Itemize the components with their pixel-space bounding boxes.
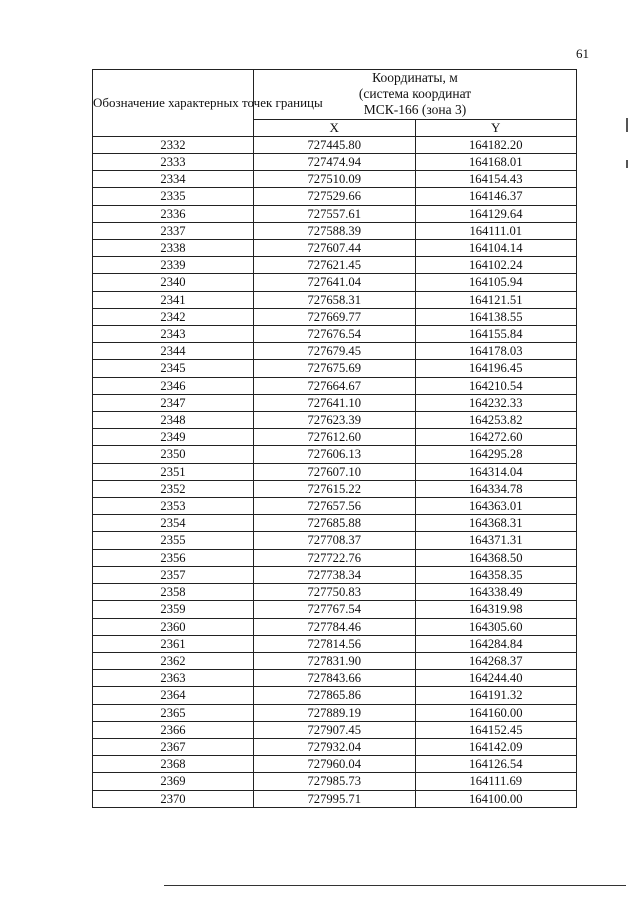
table-row (93, 429, 577, 446)
table-row (93, 240, 577, 257)
point-id-cell: 2341 (93, 291, 254, 308)
x-coordinate-cell: 727960.04 (254, 756, 416, 773)
table-row (93, 222, 577, 239)
table-row (93, 704, 577, 721)
point-id-cell: 2351 (93, 463, 254, 480)
x-coordinate-cell: 727685.88 (254, 515, 416, 532)
x-coordinate-cell: 727676.54 (254, 326, 416, 343)
table-row (93, 154, 577, 171)
x-coordinate-cell: 727679.45 (254, 343, 416, 360)
point-id-cell: 2360 (93, 618, 254, 635)
y-coordinate-cell: 164363.01 (415, 498, 577, 515)
point-id-cell: 2370 (93, 790, 254, 807)
x-coordinate-cell: 727510.09 (254, 171, 416, 188)
point-id-cell: 2334 (93, 171, 254, 188)
y-coordinate-cell: 164100.00 (415, 790, 577, 807)
y-coordinate-cell: 164272.60 (415, 429, 577, 446)
y-coordinate-cell: 164111.01 (415, 222, 577, 239)
x-coordinate-cell: 727750.83 (254, 584, 416, 601)
x-coordinate-cell: 727445.80 (254, 136, 416, 153)
x-coordinate-cell: 727985.73 (254, 773, 416, 790)
x-coordinate-cell: 727767.54 (254, 601, 416, 618)
table-row (93, 136, 577, 153)
table-row (93, 291, 577, 308)
coordinates-table-body (93, 136, 577, 807)
bottom-rule (164, 885, 626, 886)
x-coordinate-cell: 727843.66 (254, 670, 416, 687)
point-id-cell: 2343 (93, 326, 254, 343)
point-id-cell: 2348 (93, 412, 254, 429)
table-row (93, 773, 577, 790)
x-coordinate-cell: 727722.76 (254, 549, 416, 566)
x-coordinate-cell: 727738.34 (254, 566, 416, 583)
x-coordinate-cell: 727607.10 (254, 463, 416, 480)
point-id-cell: 2349 (93, 429, 254, 446)
point-id-cell: 2350 (93, 446, 254, 463)
table-row (93, 670, 577, 687)
point-id-cell: 2355 (93, 532, 254, 549)
table-row (93, 549, 577, 566)
y-coordinate-cell: 164314.04 (415, 463, 577, 480)
table-row (93, 205, 577, 222)
table-row (93, 326, 577, 343)
point-id-cell: 2346 (93, 377, 254, 394)
y-coordinate-cell: 164244.40 (415, 670, 577, 687)
point-id-cell: 2344 (93, 343, 254, 360)
y-coordinate-cell: 164121.51 (415, 291, 577, 308)
coordinates-header-line-3: МСК-166 (зона 3) (363, 102, 467, 118)
x-column-header: X (254, 119, 416, 136)
table-row (93, 721, 577, 738)
x-coordinate-cell: 727932.04 (254, 738, 416, 755)
x-coordinate-cell: 727784.46 (254, 618, 416, 635)
x-coordinate-cell: 727529.66 (254, 188, 416, 205)
x-coordinate-cell: 727657.56 (254, 498, 416, 515)
point-id-cell: 2340 (93, 274, 254, 291)
y-coordinate-cell: 164358.35 (415, 566, 577, 583)
y-coordinate-cell: 164295.28 (415, 446, 577, 463)
y-coordinate-cell: 164182.20 (415, 136, 577, 153)
x-coordinate-cell: 727474.94 (254, 154, 416, 171)
x-coordinate-cell: 727641.10 (254, 394, 416, 411)
x-coordinate-cell: 727658.31 (254, 291, 416, 308)
point-id-cell: 2353 (93, 498, 254, 515)
y-coordinate-cell: 164191.32 (415, 687, 577, 704)
y-coordinate-cell: 164160.00 (415, 704, 577, 721)
point-id-cell: 2364 (93, 687, 254, 704)
y-coordinate-cell: 164232.33 (415, 394, 577, 411)
table-row (93, 377, 577, 394)
point-id-cell: 2358 (93, 584, 254, 601)
y-coordinate-cell: 164371.31 (415, 532, 577, 549)
x-coordinate-cell: 727588.39 (254, 222, 416, 239)
y-coordinate-cell: 164146.37 (415, 188, 577, 205)
table-row (93, 463, 577, 480)
coordinates-header-line-1: Координаты, м (372, 70, 458, 85)
table-row (93, 618, 577, 635)
y-coordinate-cell: 164111.69 (415, 773, 577, 790)
y-coordinate-cell: 164253.82 (415, 412, 577, 429)
page-number: 61 (576, 46, 589, 61)
x-coordinate-cell: 727907.45 (254, 721, 416, 738)
point-id-cell: 2337 (93, 222, 254, 239)
table-row (93, 343, 577, 360)
coordinates-table (92, 69, 577, 808)
x-coordinate-cell: 727675.69 (254, 360, 416, 377)
point-designation-header: Обозначение характерных точек границы (93, 70, 254, 137)
table-row (93, 601, 577, 618)
table-row (93, 738, 577, 755)
point-id-cell: 2345 (93, 360, 254, 377)
point-id-cell: 2352 (93, 480, 254, 497)
x-coordinate-cell: 727607.44 (254, 240, 416, 257)
point-id-cell: 2367 (93, 738, 254, 755)
y-coordinate-cell: 164102.24 (415, 257, 577, 274)
point-id-cell: 2336 (93, 205, 254, 222)
point-id-cell: 2356 (93, 549, 254, 566)
y-coordinate-cell: 164178.03 (415, 343, 577, 360)
y-coordinate-cell: 164305.60 (415, 618, 577, 635)
x-coordinate-cell: 727664.67 (254, 377, 416, 394)
y-coordinate-cell: 164368.50 (415, 549, 577, 566)
x-coordinate-cell: 727615.22 (254, 480, 416, 497)
x-coordinate-cell: 727623.39 (254, 412, 416, 429)
point-id-cell: 2369 (93, 773, 254, 790)
point-id-cell: 2366 (93, 721, 254, 738)
point-id-cell: 2335 (93, 188, 254, 205)
table-row (93, 498, 577, 515)
point-id-cell: 2363 (93, 670, 254, 687)
table-row (93, 412, 577, 429)
point-id-cell: 2361 (93, 635, 254, 652)
y-coordinate-cell: 164154.43 (415, 171, 577, 188)
table-row (93, 257, 577, 274)
table-row (93, 394, 577, 411)
point-id-cell: 2365 (93, 704, 254, 721)
x-coordinate-cell: 727669.77 (254, 308, 416, 325)
point-id-cell: 2359 (93, 601, 254, 618)
y-coordinate-cell: 164142.09 (415, 738, 577, 755)
table-row (93, 480, 577, 497)
y-coordinate-cell: 164104.14 (415, 240, 577, 257)
y-coordinate-cell: 164284.84 (415, 635, 577, 652)
edge-mark (626, 118, 628, 132)
y-coordinate-cell: 164105.94 (415, 274, 577, 291)
y-coordinate-cell: 164138.55 (415, 308, 577, 325)
point-id-cell: 2347 (93, 394, 254, 411)
point-id-cell: 2339 (93, 257, 254, 274)
x-coordinate-cell: 727865.86 (254, 687, 416, 704)
y-column-header: Y (415, 119, 577, 136)
x-coordinate-cell: 727831.90 (254, 652, 416, 669)
table-row (93, 532, 577, 549)
x-coordinate-cell: 727557.61 (254, 205, 416, 222)
table-row (93, 308, 577, 325)
y-coordinate-cell: 164368.31 (415, 515, 577, 532)
point-id-cell: 2332 (93, 136, 254, 153)
point-id-cell: 2354 (93, 515, 254, 532)
y-coordinate-cell: 164196.45 (415, 360, 577, 377)
y-coordinate-cell: 164338.49 (415, 584, 577, 601)
table-row (93, 171, 577, 188)
y-coordinate-cell: 164152.45 (415, 721, 577, 738)
y-coordinate-cell: 164319.98 (415, 601, 577, 618)
table-row (93, 652, 577, 669)
table-row (93, 274, 577, 291)
x-coordinate-cell: 727612.60 (254, 429, 416, 446)
table-row (93, 756, 577, 773)
table-row (93, 360, 577, 377)
y-coordinate-cell: 164334.78 (415, 480, 577, 497)
table-row (93, 584, 577, 601)
table-row (93, 188, 577, 205)
x-coordinate-cell: 727814.56 (254, 635, 416, 652)
point-id-cell: 2357 (93, 566, 254, 583)
x-coordinate-cell: 727621.45 (254, 257, 416, 274)
table-row (93, 790, 577, 807)
x-coordinate-cell: 727995.71 (254, 790, 416, 807)
point-id-cell: 2333 (93, 154, 254, 171)
y-coordinate-cell: 164168.01 (415, 154, 577, 171)
x-coordinate-cell: 727889.19 (254, 704, 416, 721)
x-coordinate-cell: 727708.37 (254, 532, 416, 549)
x-coordinate-cell: 727641.04 (254, 274, 416, 291)
table-row (93, 635, 577, 652)
table-row (93, 566, 577, 583)
point-id-cell: 2338 (93, 240, 254, 257)
table-row (93, 687, 577, 704)
y-coordinate-cell: 164210.54 (415, 377, 577, 394)
y-coordinate-cell: 164126.54 (415, 756, 577, 773)
y-coordinate-cell: 164129.64 (415, 205, 577, 222)
point-id-cell: 2342 (93, 308, 254, 325)
table-row (93, 515, 577, 532)
edge-mark (626, 160, 628, 168)
y-coordinate-cell: 164155.84 (415, 326, 577, 343)
coordinates-header-line-2: (система координат (358, 86, 472, 102)
x-coordinate-cell: 727606.13 (254, 446, 416, 463)
y-coordinate-cell: 164268.37 (415, 652, 577, 669)
table-row (93, 446, 577, 463)
point-id-cell: 2362 (93, 652, 254, 669)
point-id-cell: 2368 (93, 756, 254, 773)
